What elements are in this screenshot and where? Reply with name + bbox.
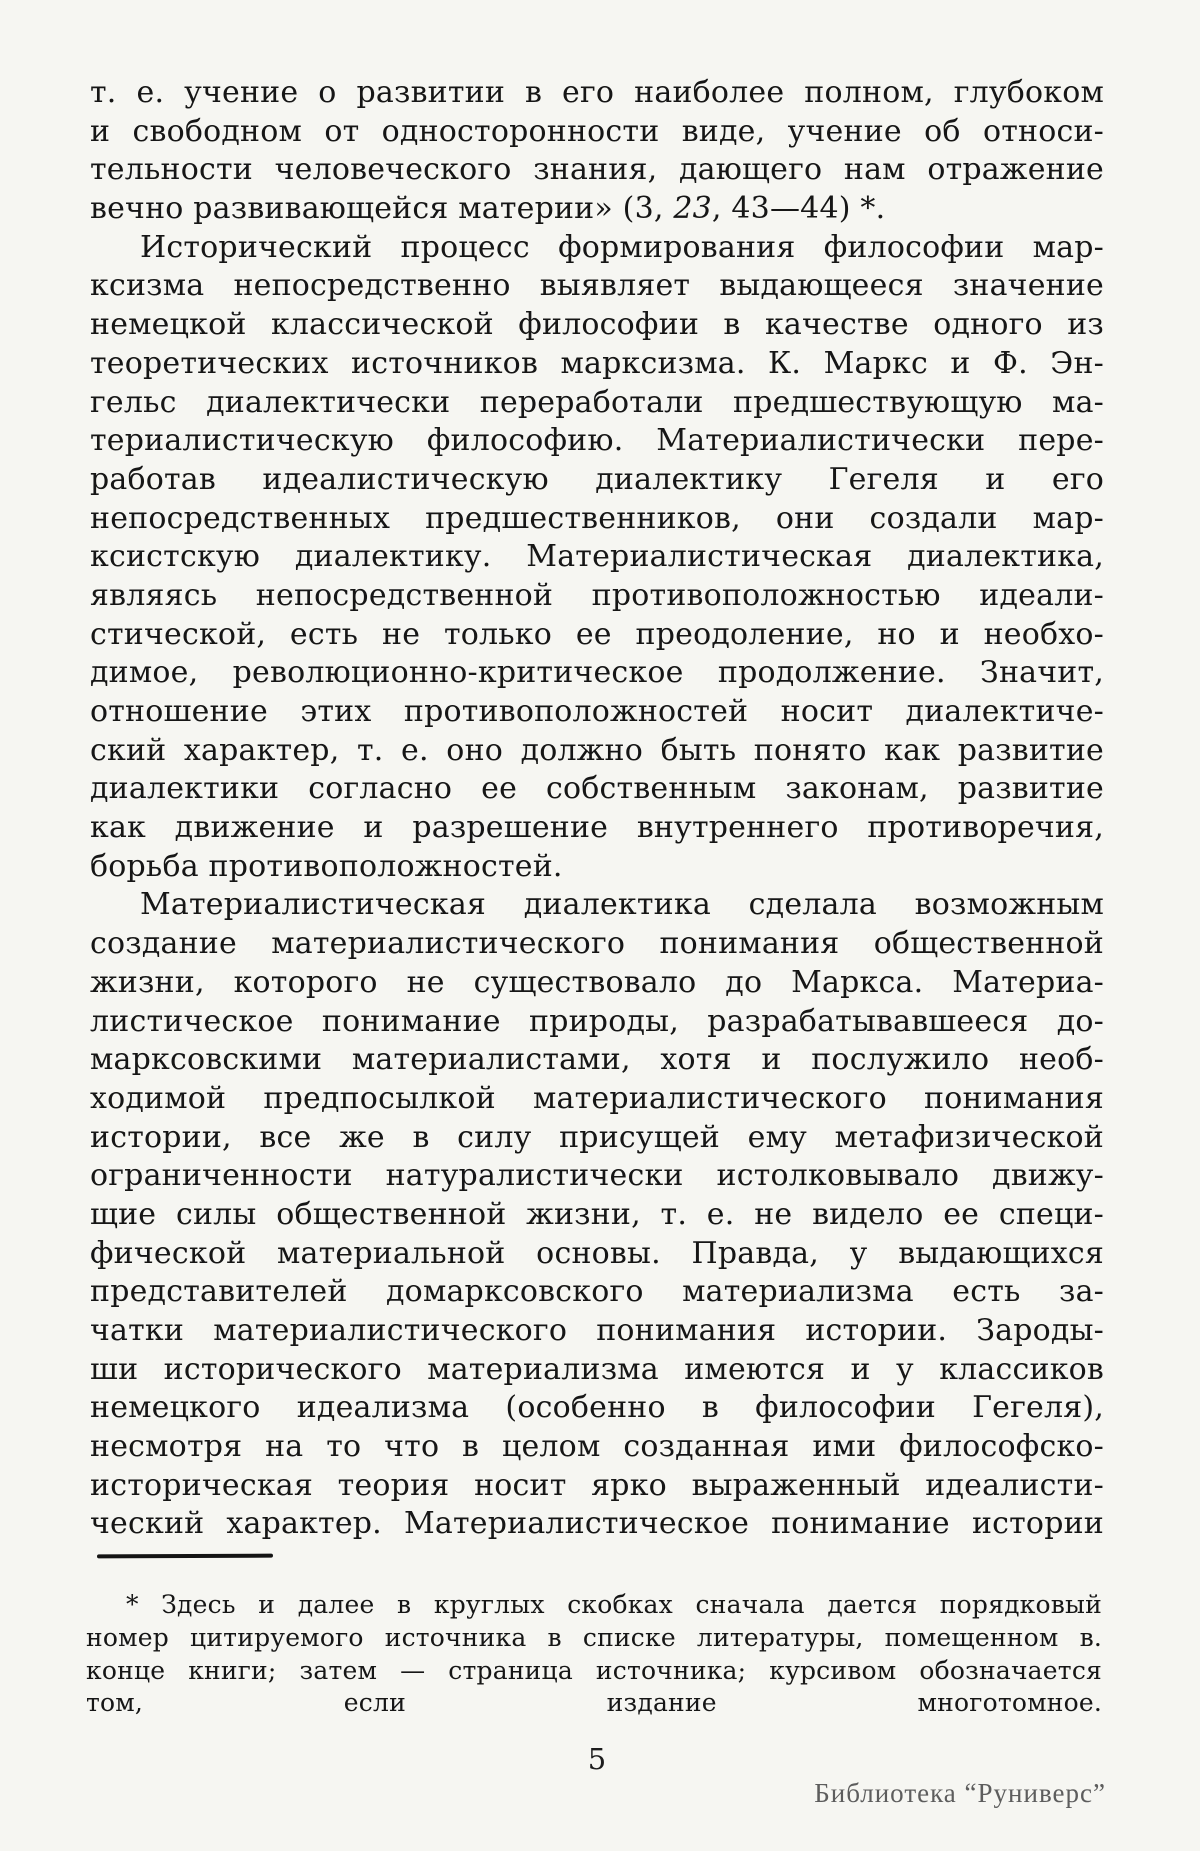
text-line: фической материальной основы. Правда, у выдающихся <box>90 1235 1104 1271</box>
text-line: немецкой классической философии в качестве одного из <box>90 307 1104 343</box>
text-line: чатки материалистического понимания истории. Зароды- <box>90 1313 1104 1348</box>
text-line: марксовскими материалистами, хотя и послужило необ- <box>90 1042 1104 1078</box>
text-line: борьба противоположностей. <box>90 848 563 884</box>
text-line: работав идеалистическую диалектику Гегеля и его <box>90 461 1104 497</box>
text-line: жизни, которого не существовало до Маркса. Материа- <box>90 964 1104 1000</box>
watermark: Библиотека “Руниверс” <box>814 1778 1106 1808</box>
text-line: ческий характер. Материалистическое понимание истории <box>90 1506 1104 1542</box>
page-number: 5 <box>587 1742 607 1776</box>
footnote <box>86 1589 1102 1720</box>
text-line: листическое понимание природы, разрабатывавшееся до- <box>90 1003 1104 1039</box>
text-line: т. е. учение о развитии в его наиболее полном, глубоком <box>90 75 1104 110</box>
text-line: номер цитируемого источника в списке литературы, помещенном в. <box>86 1622 1102 1652</box>
text-line: димое, революционно-критическое продолжение. Значит, <box>90 655 1104 691</box>
text-line: истории, все же в силу присущей ему метафизической <box>90 1119 1104 1155</box>
footnote-separator-rule <box>97 1554 273 1559</box>
text-line: ксистскую диалектику. Материалистическая диалектика, <box>90 539 1104 575</box>
text-line: ский характер, т. е. оно должно быть понято как развитие <box>90 732 1104 768</box>
text-line: представителей домарксовского материализма есть за- <box>90 1274 1104 1310</box>
text-line: диалектики согласно ее собственным законам, развитие <box>90 771 1104 807</box>
text-line: ограниченности натуралистически истолковывало движу- <box>90 1158 1104 1194</box>
text-line: тельности человеческого знания, дающего нам отражение <box>90 152 1104 188</box>
text-line: конце книги; затем — страница источника; курсивом обозначается <box>86 1655 1102 1685</box>
body-text <box>90 74 1104 1544</box>
text-line: являясь непосредственной противоположностью идеали- <box>90 577 1104 613</box>
text-line: историческая теория носит ярко выраженный идеалисти- <box>90 1467 1104 1503</box>
text-line: непосредственных предшественников, они создали мар- <box>90 500 1104 536</box>
text-line: щие силы общественной жизни, т. е. не видело ее специ- <box>90 1196 1104 1232</box>
text-line: ши исторического материализма имеются и у классиков <box>90 1351 1104 1387</box>
text-line: териалистическую философию. Материалистически пере- <box>90 423 1104 459</box>
text-line: стической, есть не только ее преодоление, но и необхо- <box>90 616 1104 652</box>
text-line: немецкого идеализма (особенно в философии Гегеля), <box>90 1390 1104 1426</box>
text-line: том, если издание многотомное. <box>86 1688 1102 1718</box>
text-line: Исторический процесс формирования философии мар- <box>140 229 1104 265</box>
text-line: вечно развивающейся материи» (3, 23, 43—44) *. <box>90 191 886 227</box>
text-line: ходимой предпосылкой материалистического понимания <box>90 1080 1104 1116</box>
text-line: Материалистическая диалектика сделала возможным <box>140 887 1104 923</box>
text-line: и свободном от односторонности виде, учение об относи- <box>90 113 1104 149</box>
text-line: создание материалистического понимания общественной <box>90 926 1104 962</box>
text-line: гельс диалектически переработали предшествующую ма- <box>90 384 1104 420</box>
text-line: ксизма непосредственно выявляет выдающееся значение <box>90 268 1104 304</box>
text-line: несмотря на то что в целом созданная ими философско- <box>90 1429 1104 1465</box>
text-line: * Здесь и далее в круглых скобках сначала дается порядковый <box>126 1590 1102 1619</box>
text-line: как движение и разрешение внутреннего противоречия, <box>90 810 1104 846</box>
text-line: отношение этих противоположностей носит диалектиче- <box>90 694 1104 729</box>
text-line: теоретических источников марксизма. К. Маркс и Ф. Эн- <box>90 345 1104 381</box>
